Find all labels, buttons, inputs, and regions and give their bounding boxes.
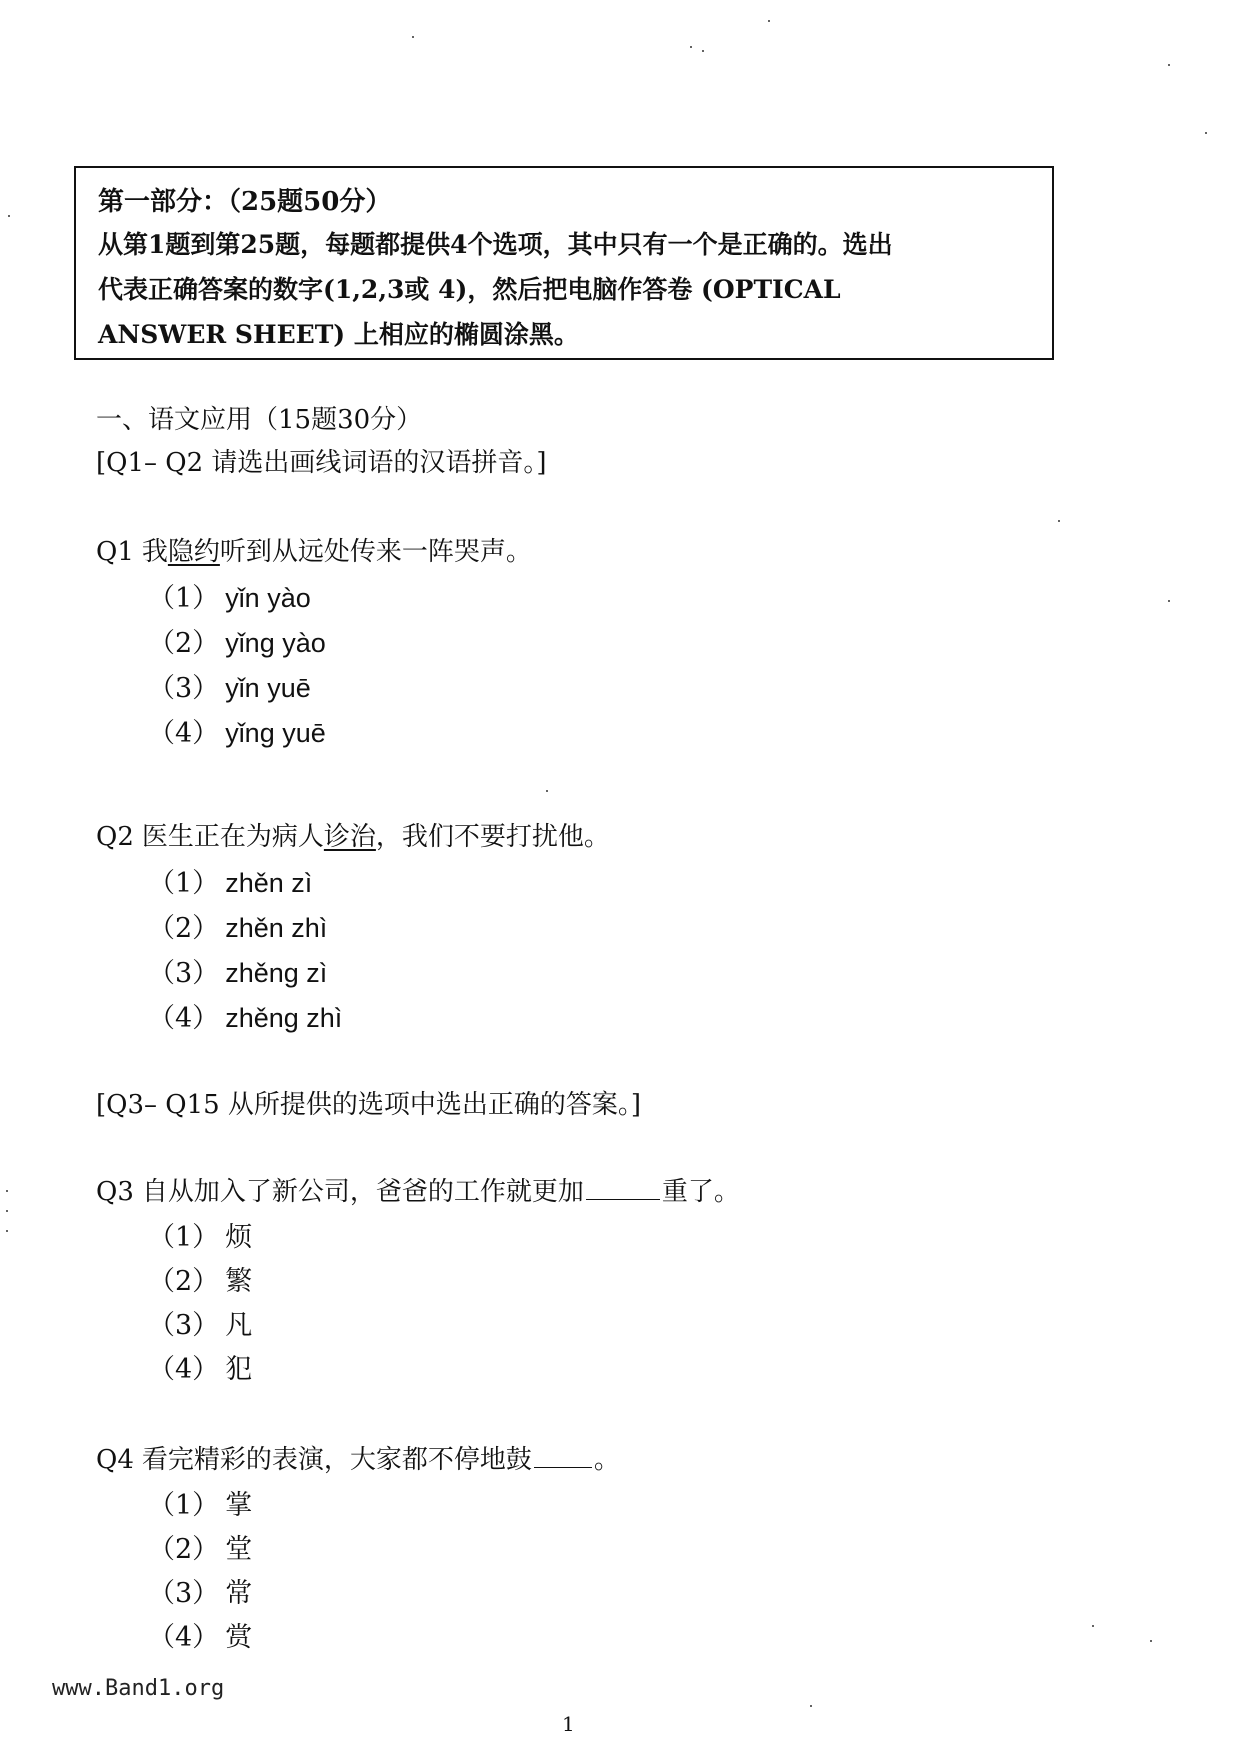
stem-text-before: 我 xyxy=(141,537,168,567)
option-2[interactable] xyxy=(148,1528,620,1572)
option-text: zhěng zhì xyxy=(225,1003,343,1033)
instruction-line-1: 从第1题到第25题，每题都提供4个选项，其中只有一个是正确的。选出 xyxy=(98,230,893,259)
directive-q3-q15: [Q3– Q15 从所提供的选项中选出正确的答案。] xyxy=(96,1090,642,1120)
option-4[interactable] xyxy=(148,996,610,1041)
underlined-word: 隐约 xyxy=(167,537,220,567)
instruction-title: 第一部分：（25题50分） xyxy=(98,187,392,217)
option-3[interactable] xyxy=(148,1572,620,1616)
option-1[interactable] xyxy=(148,861,610,906)
scan-speck xyxy=(546,790,548,792)
option-text: 常 xyxy=(225,1578,253,1609)
option-list xyxy=(148,1484,620,1660)
option-text: 烦 xyxy=(225,1222,253,1253)
option-text: zhěn zhì xyxy=(225,913,328,943)
option-number: （4） xyxy=(148,1354,220,1385)
option-text: 犯 xyxy=(225,1354,253,1385)
question-number: Q4 xyxy=(96,1445,134,1475)
answer-blank xyxy=(534,1467,592,1468)
question-number: Q3 xyxy=(96,1177,134,1207)
stem-text-after: 重了。 xyxy=(661,1177,740,1207)
question-stem xyxy=(96,817,610,857)
instruction-line-2: 代表正确答案的数字(1,2,3或 4)，然后把电脑作答卷 (OPTICAL xyxy=(98,275,841,304)
option-text: 凡 xyxy=(225,1310,253,1341)
scan-speck xyxy=(1058,520,1060,522)
option-number: （1） xyxy=(148,583,220,614)
option-2[interactable] xyxy=(148,906,610,951)
option-text: 赏 xyxy=(225,1622,253,1653)
stem-text-before: 自从加入了新公司，爸爸的工作就更加 xyxy=(141,1177,584,1207)
option-text: 繁 xyxy=(225,1266,253,1297)
scan-speck xyxy=(6,1190,8,1192)
option-list xyxy=(148,1216,740,1392)
stem-text-after: 听到从远处传来一阵哭声。 xyxy=(219,537,532,567)
option-number: （1） xyxy=(148,1490,220,1521)
question-number: Q1 xyxy=(96,537,134,567)
scan-speck xyxy=(1092,1625,1094,1627)
question-q2 xyxy=(96,817,610,1041)
scan-speck xyxy=(810,1705,812,1707)
question-stem xyxy=(96,1172,740,1212)
scan-speck xyxy=(6,1230,8,1232)
question-number: Q2 xyxy=(96,822,134,852)
section-title: 一、语文应用（15题30分） xyxy=(96,405,423,435)
option-number: （3） xyxy=(148,1578,220,1609)
option-number: （3） xyxy=(148,958,220,989)
option-1[interactable] xyxy=(148,576,532,621)
directive-q1-q2: [Q1– Q2 请选出画线词语的汉语拼音。] xyxy=(96,448,547,478)
option-4[interactable] xyxy=(148,711,532,756)
scan-speck xyxy=(8,215,10,217)
option-text: zhěng zì xyxy=(225,958,328,988)
option-3[interactable] xyxy=(148,1304,740,1348)
scan-speck xyxy=(6,1210,8,1212)
question-q3 xyxy=(96,1172,740,1392)
option-number: （1） xyxy=(148,868,220,899)
scan-speck xyxy=(702,50,704,52)
scan-speck xyxy=(1150,1640,1152,1642)
option-number: （4） xyxy=(148,718,220,749)
option-text: yǐng yào xyxy=(225,628,326,658)
stem-text-before: 看完精彩的表演，大家都不停地鼓 xyxy=(141,1445,532,1475)
stem-text-after: 。 xyxy=(593,1445,620,1475)
page-number: 1 xyxy=(562,1712,575,1736)
answer-blank xyxy=(586,1199,660,1200)
option-number: （3） xyxy=(148,673,220,704)
question-q4 xyxy=(96,1440,620,1660)
question-stem xyxy=(96,532,532,572)
option-1[interactable] xyxy=(148,1484,620,1528)
option-number: （4） xyxy=(148,1003,220,1034)
scan-speck xyxy=(1168,64,1170,66)
footer-url: www.Band1.org xyxy=(52,1676,225,1701)
scan-speck xyxy=(690,46,692,48)
option-number: （2） xyxy=(148,913,220,944)
option-list xyxy=(148,576,532,756)
option-list xyxy=(148,861,610,1041)
question-stem xyxy=(96,1440,620,1480)
scan-speck xyxy=(1205,132,1207,134)
option-2[interactable] xyxy=(148,1260,740,1304)
scan-speck xyxy=(1168,600,1170,602)
option-2[interactable] xyxy=(148,621,532,666)
option-4[interactable] xyxy=(148,1616,620,1660)
option-text: yǐn yào xyxy=(225,583,311,613)
option-text: 掌 xyxy=(225,1490,253,1521)
option-number: （2） xyxy=(148,1534,220,1565)
option-1[interactable] xyxy=(148,1216,740,1260)
underlined-word: 诊治 xyxy=(323,822,376,852)
scan-speck xyxy=(412,36,414,38)
option-text: yǐn yuē xyxy=(225,673,311,703)
instruction-box xyxy=(74,166,1054,360)
option-number: （2） xyxy=(148,1266,220,1297)
stem-text-after: ，我们不要打扰他。 xyxy=(375,822,610,852)
option-number: （3） xyxy=(148,1310,220,1341)
question-q1 xyxy=(96,532,532,756)
option-text: zhěn zì xyxy=(225,868,313,898)
option-4[interactable] xyxy=(148,1348,740,1392)
scan-speck xyxy=(768,20,770,22)
option-number: （2） xyxy=(148,628,220,659)
option-text: 堂 xyxy=(225,1534,253,1565)
option-text: yǐng yuē xyxy=(225,718,326,748)
stem-text-before: 医生正在为病人 xyxy=(141,822,324,852)
option-3[interactable] xyxy=(148,951,610,996)
option-number: （1） xyxy=(148,1222,220,1253)
option-3[interactable] xyxy=(148,666,532,711)
option-number: （4） xyxy=(148,1622,220,1653)
instruction-line-3: ANSWER SHEET) 上相应的椭圆涂黑。 xyxy=(98,320,579,349)
